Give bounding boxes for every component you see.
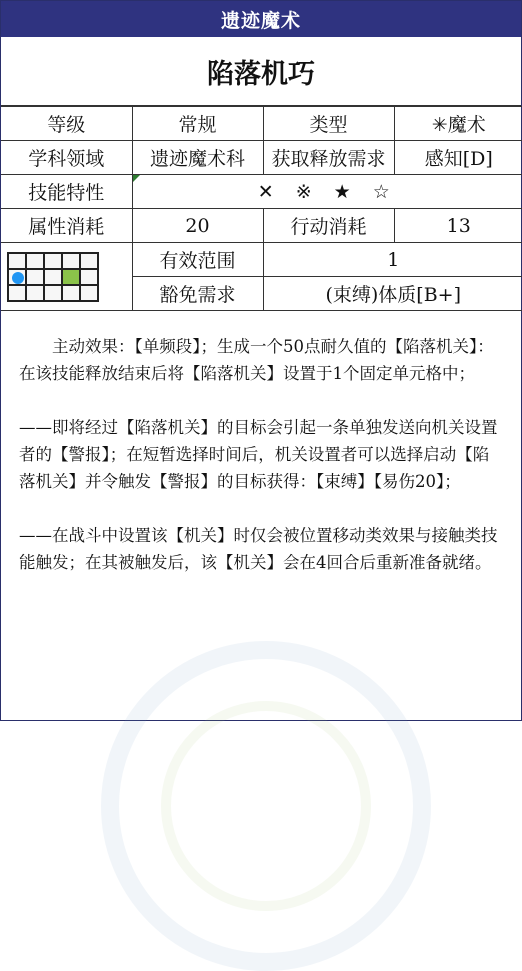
attr-cost-label: 属性消耗 [1, 209, 132, 243]
range-value: 1 [263, 243, 522, 277]
description-paragraph-1: 主动效果：【单频段】；生成一个50点耐久值的【陷落机关】：在该技能释放结束后将【陷落机关】设置于1个固定单元格中； [19, 337, 494, 383]
caster-marker [8, 269, 26, 285]
watermark-inner-ring [161, 701, 371, 911]
type-label: 类型 [263, 107, 394, 141]
immune-label: 豁免需求 [132, 277, 263, 311]
description-paragraph-3: ——在战斗中设置该【机关】时仅会被位置移动类效果与接触类技能触发；在其被触发后，该【机关】会在4回合后重新准备就绪。 [19, 526, 498, 572]
attr-cost-value: 20 [132, 209, 263, 243]
skill-name: 陷落机巧 [1, 37, 521, 106]
acquire-value: 感知[D] [394, 141, 522, 175]
description-paragraph-2: ——即将经过【陷落机关】的目标会引起一条单独发送向机关设置者的【警报】；在短暂选择时间后，机关设置者可以选择启动【陷落机关】并令触发【警报】的目标获得：【束缚】【易伤20】； [19, 418, 498, 491]
watermark-ring [101, 641, 431, 971]
trait-symbols: ✕ ※ ★ ☆ [132, 175, 522, 209]
range-grid [7, 252, 99, 302]
field-value: 遗迹魔术科 [132, 141, 263, 175]
skill-description [1, 311, 521, 576]
range-label: 有效范围 [132, 243, 263, 277]
field-label: 学科领域 [1, 141, 132, 175]
category-header: 遗迹魔术 [1, 1, 521, 37]
range-grid-cell [1, 243, 132, 311]
action-cost-value: 13 [394, 209, 522, 243]
trait-label: 技能特性 [1, 175, 132, 209]
action-cost-label: 行动消耗 [263, 209, 394, 243]
skill-info-table [1, 106, 522, 311]
acquire-label: 获取释放需求 [263, 141, 394, 175]
level-label: 等级 [1, 107, 132, 141]
type-value: ✳魔术 [394, 107, 522, 141]
trap-marker [62, 269, 80, 285]
level-value: 常规 [132, 107, 263, 141]
immune-value: (束缚)体质[B+] [263, 277, 522, 311]
